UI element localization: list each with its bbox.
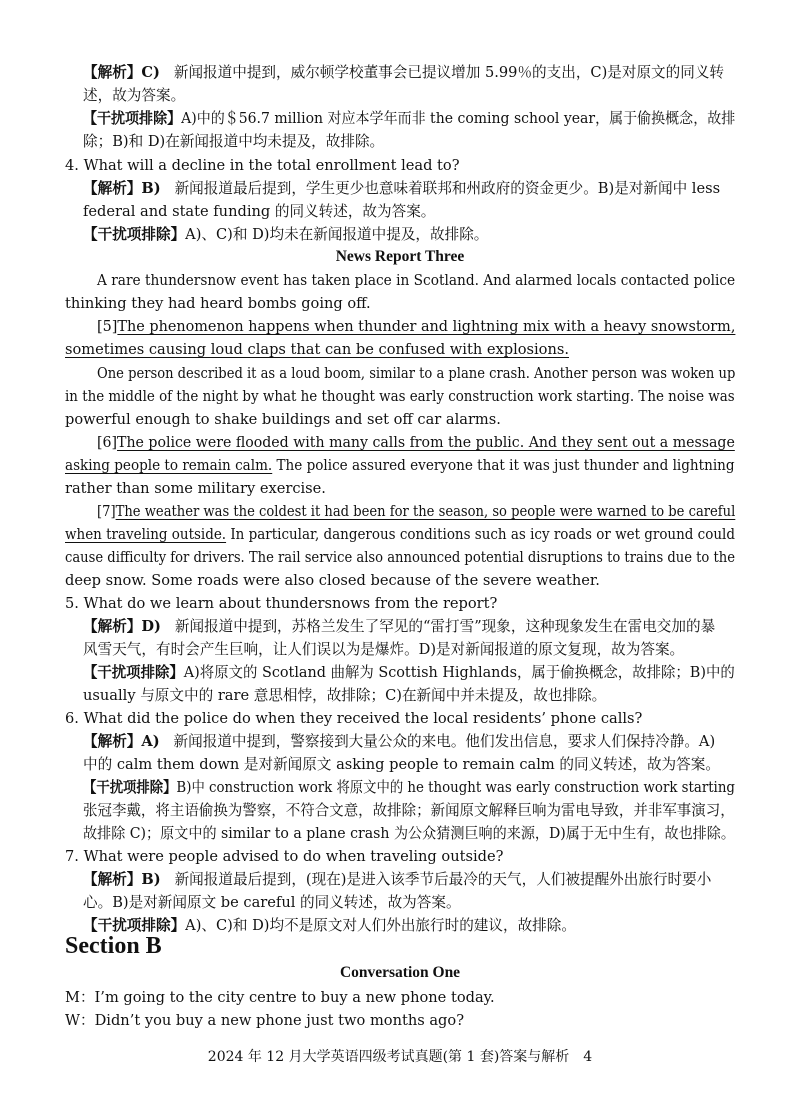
report-p2-text2: sometimes causing loud claps that can be confused with explosions.: [65, 341, 569, 358]
q6-analysis-line1: [83, 731, 715, 753]
report-p5-line3: cause difficulty for drivers. The rail service also announced potential disruptions to trains due to the: [65, 549, 736, 566]
report-p4-line2: [65, 455, 735, 477]
q6-distractor-text1: B)中 construction work 将原文中的 he thought was early construction work starting: [176, 779, 735, 796]
distractor-tag: 【干扰项排除】: [83, 917, 186, 934]
q6-answer: A): [141, 733, 160, 750]
report-p4-text2-underlined: asking people to remain calm.: [65, 457, 273, 474]
report-p2-line1: [97, 316, 735, 338]
q4-question: 4. What will a decline in the total enrollment lead to?: [65, 157, 460, 174]
q5-answer: D): [141, 618, 161, 635]
q4-analysis-line2: federal and state funding 的同义转述，故为答案。: [83, 203, 436, 220]
report-three-title: News Report Three: [335, 248, 465, 265]
conversation-w-line: W：Didn’t you buy a new phone just two months ago?: [65, 1012, 465, 1029]
report-p3-line3: powerful enough to shake buildings and set off car alarms.: [65, 411, 501, 428]
report-p3-line1: One person described it as a loud boom, similar to a plane crash. Another person was woken up: [97, 365, 736, 382]
report-p5-line2: [65, 524, 735, 546]
q5-question: 5. What do we learn about thundersnows from the report?: [65, 595, 498, 612]
report-p5-line1: [97, 501, 735, 523]
report-p4-line3: rather than some military exercise.: [65, 480, 326, 497]
q5-distractor-text1: A)将原文的 Scotland 曲解为 Scottish Highlands，属于偷换概念，故排除；B)中的: [183, 664, 735, 681]
report-p5-text2-rest: In particular, dangerous conditions such as icy roads or wet ground could: [226, 526, 735, 543]
q5-analysis-line1: [83, 616, 715, 638]
conversation-m-line: M：I’m going to the city centre to buy a new phone today.: [65, 989, 495, 1006]
q4-distractor-line1: [83, 224, 488, 246]
report-p4-text2-rest: The police assured everyone that it was just thunder and lightning: [272, 457, 735, 474]
marker-6: [6]: [97, 434, 118, 451]
q3-analysis-text1: 新闻报道中提到，威尔顿学校董事会已提议增加 5.99％的支出，C)是对原文的同义转: [173, 64, 725, 81]
q3-distractor-text1: A)中的＄56.7 million 对应本学年而非 the coming school year，属于偷换概念，故排: [181, 110, 736, 127]
q5-distractor-line1: [83, 662, 735, 684]
q4-analysis-line1: [83, 178, 720, 200]
q6-question: 6. What did the police do when they received the local residents’ phone calls?: [65, 710, 643, 727]
q6-distractor-line1: [83, 777, 735, 799]
report-p1-line1: A rare thundersnow event has taken place in Scotland. And alarmed locals contacted police: [97, 272, 736, 289]
q7-answer: B): [141, 871, 161, 888]
q3-distractor-line2: 除；B)和 D)在新闻报道中均未提及，故排除。: [83, 133, 385, 150]
q3-distractor-line1: [83, 108, 735, 130]
q5-distractor-line2: usually 与原文中的 rare 意思相悖，故排除；C)在新闻中并未提及，故也排除。: [83, 687, 607, 704]
q7-analysis-text1: 新闻报道最后提到，(现在)是进入该季节后最冷的天气，人们被提醒外出旅行时要小: [174, 871, 712, 888]
report-p2-text1: The phenomenon happens when thunder and lightning mix with a heavy snowstorm,: [117, 318, 736, 335]
q5-analysis-text1: 新闻报道中提到，苏格兰发生了罕见的“雷打雪”现象，这种现象发生在雷电交加的暴: [174, 618, 716, 635]
page-footer: 2024 年 12 月大学英语四级考试真题(第 1 套)答案与解析 4: [207, 1049, 593, 1065]
analysis-tag: 【解析】: [83, 64, 142, 81]
q6-distractor-line2: 张冠李戴，将主语偷换为警察，不符合文意，故排除；新闻原文解释巨响为雷电导致，并非军事演习，: [83, 802, 735, 819]
report-p5-line4: deep snow. Some roads were also closed because of the severe weather.: [65, 572, 600, 589]
q4-analysis-text1: 新闻报道最后提到，学生更少也意味着联邦和州政府的资金更少。B)是对新闻中 less: [174, 180, 721, 197]
distractor-tag: 【干扰项排除】: [83, 110, 182, 127]
q5-analysis-line2: 风雪天气，有时会产生巨响，让人们误以为是爆炸。D)是对新闻报道的原文复现，故为答案。: [83, 641, 685, 658]
conversation-one-title: Conversation One: [339, 964, 461, 981]
report-p4-text1: The police were flooded with many calls from the public. And they sent out a message: [117, 434, 735, 451]
q4-answer: B): [141, 180, 161, 197]
q7-analysis-line2: 心。B)是对新闻原文 be careful 的同义转述，故为答案。: [83, 894, 461, 911]
marker-5: [5]: [97, 318, 118, 335]
analysis-tag: 【解析】: [83, 180, 142, 197]
q7-analysis-line1: [83, 869, 711, 891]
distractor-tag: 【干扰项排除】: [83, 779, 177, 796]
report-p5-text1: The weather was the coldest it had been for the season, so people were warned to be careful: [115, 503, 736, 520]
report-p4-line1: [97, 432, 735, 454]
q6-analysis-line2: 中的 calm them down 是对新闻原文 asking people to remain calm 的同义转述，故为答案。: [83, 756, 720, 773]
marker-7: [7]: [97, 503, 116, 520]
section-b-title: Section B: [65, 933, 162, 959]
analysis-tag: 【解析】: [83, 733, 142, 750]
report-p5-text2-underlined: when traveling outside.: [65, 526, 227, 543]
report-p2-line2: [65, 339, 569, 361]
q6-distractor-line3: 故排除 C)；原文中的 similar to a plane crash 为公众猜测巨响的来源，D)属于无中生有，故也排除。: [83, 825, 735, 842]
analysis-tag: 【解析】: [83, 871, 142, 888]
q3-analysis-line2: 述，故为答案。: [83, 87, 186, 104]
q3-analysis-line1: [83, 62, 724, 84]
distractor-tag: 【干扰项排除】: [83, 226, 186, 243]
q4-distractor-text1: A)、C)和 D)均未在新闻报道中提及，故排除。: [185, 226, 489, 243]
distractor-tag: 【干扰项排除】: [83, 664, 184, 681]
analysis-tag: 【解析】: [83, 618, 142, 635]
q7-question: 7. What were people advised to do when traveling outside?: [65, 848, 504, 865]
q3-answer: C): [141, 64, 160, 81]
q7-distractor-text1: A)、C)和 D)均不是原文对人们外出旅行时的建议，故排除。: [185, 917, 576, 934]
report-p1-line2: thinking they had heard bombs going off.: [65, 295, 371, 312]
report-p3-line2: in the middle of the night by what he thought was early construction work starting. The noise was: [65, 388, 735, 405]
q6-analysis-text1: 新闻报道中提到，警察接到大量公众的来电。他们发出信息，要求人们保持冷静。A): [173, 733, 716, 750]
